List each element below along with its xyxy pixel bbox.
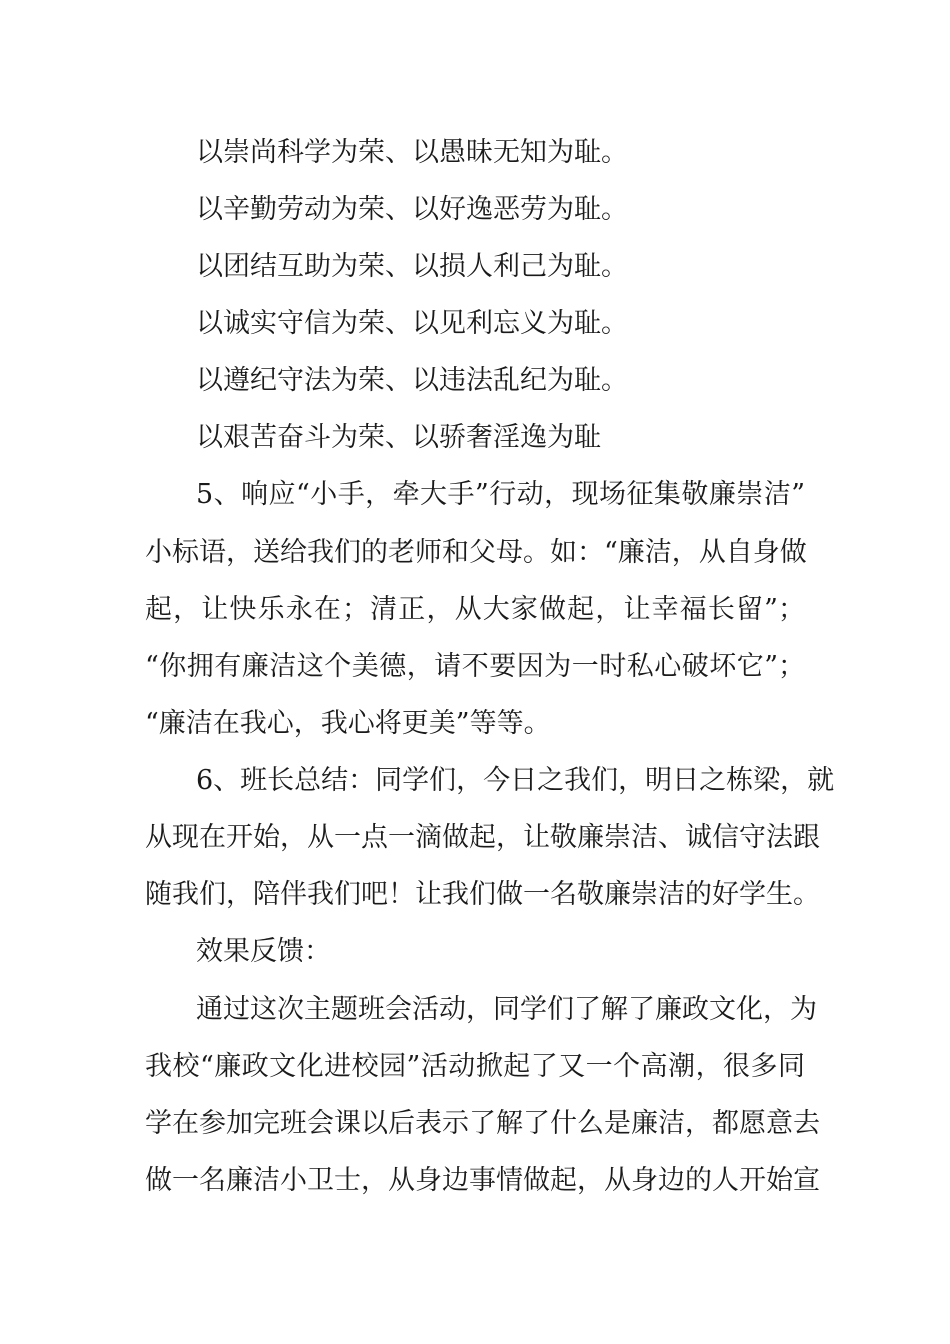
slogan-line: 以崇尚科学为荣、以愚昧无知为耻。 [196, 137, 628, 168]
item5-line: 起，让快乐永在；清正，从大家做起，让幸福长留”； [145, 594, 805, 625]
feedback-line: 通过这次主题班会活动，同学们了解了廉政文化，为 [196, 994, 817, 1025]
slogan-line: 以艰苦奋斗为荣、以骄奢淫逸为耻 [196, 422, 601, 453]
item5-line: “你拥有廉洁这个美德，请不要因为一时私心破坏它”； [145, 651, 805, 682]
item6-line: 6、班长总结：同学们，今日之我们，明日之栋梁，就 [196, 765, 835, 796]
item6-line: 随我们，陪伴我们吧！让我们做一名敬廉崇洁的好学生。 [145, 879, 820, 910]
item5-line: “廉洁在我心，我心将更美”等等。 [145, 708, 551, 739]
slogan-line: 以遵纪守法为荣、以违法乱纪为耻。 [196, 365, 628, 396]
feedback-heading: 效果反馈： [196, 936, 331, 967]
item5-line: 5、响应“小手，牵大手”行动，现场征集敬廉崇洁” [196, 479, 805, 510]
feedback-line: 学在参加完班会课以后表示了解了什么是廉洁，都愿意去 [145, 1108, 820, 1139]
slogan-line: 以诚实守信为荣、以见利忘义为耻。 [196, 308, 628, 339]
item6-line: 从现在开始，从一点一滴做起，让敬廉崇洁、诚信守法跟 [145, 822, 820, 853]
slogan-line: 以辛勤劳动为荣、以好逸恶劳为耻。 [196, 194, 628, 225]
feedback-line: 做一名廉洁小卫士，从身边事情做起，从身边的人开始宣 [145, 1165, 820, 1196]
slogan-line: 以团结互助为荣、以损人利己为耻。 [196, 251, 628, 282]
feedback-line: 我校“廉政文化进校园”活动掀起了又一个高潮，很多同 [145, 1051, 805, 1082]
item5-line: 小标语，送给我们的老师和父母。如：“廉洁，从自身做 [145, 537, 807, 568]
